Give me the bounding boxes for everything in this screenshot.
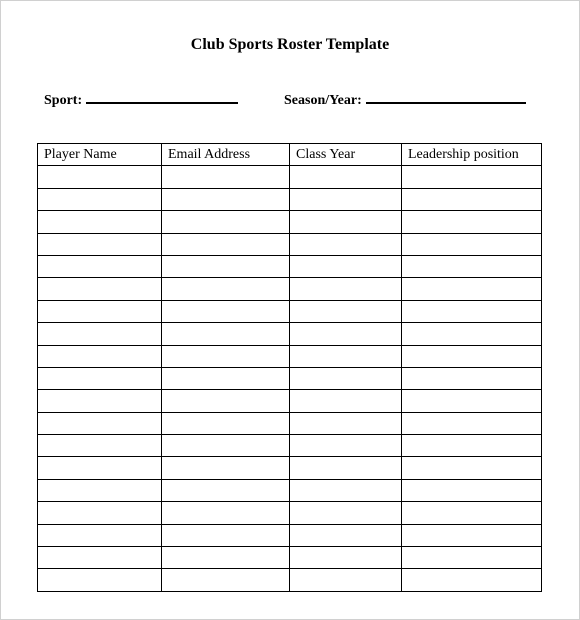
player-name-cell[interactable] [38, 188, 162, 210]
player-name-cell[interactable] [38, 524, 162, 546]
leadership-position-cell[interactable] [402, 524, 542, 546]
player-name-cell[interactable] [38, 300, 162, 322]
table-row [38, 345, 542, 367]
email-address-cell[interactable] [162, 367, 290, 389]
email-address-cell[interactable] [162, 166, 290, 188]
table-row [38, 479, 542, 501]
table-row [38, 188, 542, 210]
email-address-cell[interactable] [162, 547, 290, 569]
player-name-cell[interactable] [38, 166, 162, 188]
header-leadership-position: Leadership position [402, 144, 542, 166]
leadership-position-cell[interactable] [402, 255, 542, 277]
player-name-cell[interactable] [38, 211, 162, 233]
player-name-cell[interactable] [38, 345, 162, 367]
class-year-cell[interactable] [290, 569, 402, 591]
sport-blank-line[interactable] [86, 90, 238, 104]
table-row [38, 457, 542, 479]
player-name-cell[interactable] [38, 547, 162, 569]
leadership-position-cell[interactable] [402, 547, 542, 569]
document-title: Club Sports Roster Template [190, 36, 390, 53]
table-row [38, 502, 542, 524]
leadership-position-cell[interactable] [402, 345, 542, 367]
leadership-position-cell[interactable] [402, 278, 542, 300]
table-row [38, 412, 542, 434]
email-address-cell[interactable] [162, 345, 290, 367]
player-name-cell[interactable] [38, 323, 162, 345]
class-year-cell[interactable] [290, 390, 402, 412]
roster-table [37, 143, 542, 592]
email-address-cell[interactable] [162, 211, 290, 233]
leadership-position-cell[interactable] [402, 479, 542, 501]
table-row [38, 300, 542, 322]
email-address-cell[interactable] [162, 502, 290, 524]
email-address-cell[interactable] [162, 188, 290, 210]
header-player-name: Player Name [38, 144, 162, 166]
email-address-cell[interactable] [162, 435, 290, 457]
class-year-cell[interactable] [290, 211, 402, 233]
leadership-position-cell[interactable] [402, 390, 542, 412]
season-year-blank-line[interactable] [366, 90, 526, 104]
roster-body [38, 166, 542, 591]
player-name-cell[interactable] [38, 479, 162, 501]
email-address-cell[interactable] [162, 524, 290, 546]
leadership-position-cell[interactable] [402, 502, 542, 524]
class-year-cell[interactable] [290, 300, 402, 322]
leadership-position-cell[interactable] [402, 323, 542, 345]
table-row [38, 435, 542, 457]
player-name-cell[interactable] [38, 278, 162, 300]
leadership-position-cell[interactable] [402, 211, 542, 233]
player-name-cell[interactable] [38, 502, 162, 524]
table-row [38, 390, 542, 412]
leadership-position-cell[interactable] [402, 569, 542, 591]
class-year-cell[interactable] [290, 233, 402, 255]
class-year-cell[interactable] [290, 435, 402, 457]
player-name-cell[interactable] [38, 569, 162, 591]
class-year-cell[interactable] [290, 457, 402, 479]
class-year-cell[interactable] [290, 345, 402, 367]
sport-field [44, 90, 238, 109]
header-email-address: Email Address [162, 144, 290, 166]
table-row [38, 524, 542, 546]
sport-label: Sport: [44, 93, 83, 108]
table-row [38, 367, 542, 389]
email-address-cell[interactable] [162, 390, 290, 412]
leadership-position-cell[interactable] [402, 367, 542, 389]
table-row [38, 166, 542, 188]
table-row [38, 211, 542, 233]
class-year-cell[interactable] [290, 502, 402, 524]
table-header-row [38, 144, 542, 166]
table-row [38, 233, 542, 255]
table-row [38, 569, 542, 591]
email-address-cell[interactable] [162, 233, 290, 255]
table-row [38, 278, 542, 300]
class-year-cell[interactable] [290, 367, 402, 389]
leadership-position-cell[interactable] [402, 233, 542, 255]
email-address-cell[interactable] [162, 300, 290, 322]
leadership-position-cell[interactable] [402, 457, 542, 479]
leadership-position-cell[interactable] [402, 300, 542, 322]
class-year-cell[interactable] [290, 166, 402, 188]
leadership-position-cell[interactable] [402, 188, 542, 210]
player-name-cell[interactable] [38, 367, 162, 389]
class-year-cell[interactable] [290, 412, 402, 434]
email-address-cell[interactable] [162, 255, 290, 277]
email-address-cell[interactable] [162, 323, 290, 345]
table-row [38, 547, 542, 569]
class-year-cell[interactable] [290, 323, 402, 345]
season-year-label: Season/Year: [284, 93, 362, 108]
header-class-year: Class Year [290, 144, 402, 166]
player-name-cell[interactable] [38, 255, 162, 277]
player-name-cell[interactable] [38, 435, 162, 457]
class-year-cell[interactable] [290, 255, 402, 277]
player-name-cell[interactable] [38, 233, 162, 255]
email-address-cell[interactable] [162, 569, 290, 591]
leadership-position-cell[interactable] [402, 412, 542, 434]
player-name-cell[interactable] [38, 390, 162, 412]
player-name-cell[interactable] [38, 412, 162, 434]
email-address-cell[interactable] [162, 278, 290, 300]
class-year-cell[interactable] [290, 547, 402, 569]
class-year-cell[interactable] [290, 479, 402, 501]
leadership-position-cell[interactable] [402, 435, 542, 457]
class-year-cell[interactable] [290, 278, 402, 300]
class-year-cell[interactable] [290, 188, 402, 210]
season-year-field [284, 90, 526, 109]
table-row [38, 323, 542, 345]
table-row [38, 255, 542, 277]
leadership-position-cell[interactable] [402, 166, 542, 188]
email-address-cell[interactable] [162, 412, 290, 434]
email-address-cell[interactable] [162, 457, 290, 479]
player-name-cell[interactable] [38, 457, 162, 479]
class-year-cell[interactable] [290, 524, 402, 546]
email-address-cell[interactable] [162, 479, 290, 501]
